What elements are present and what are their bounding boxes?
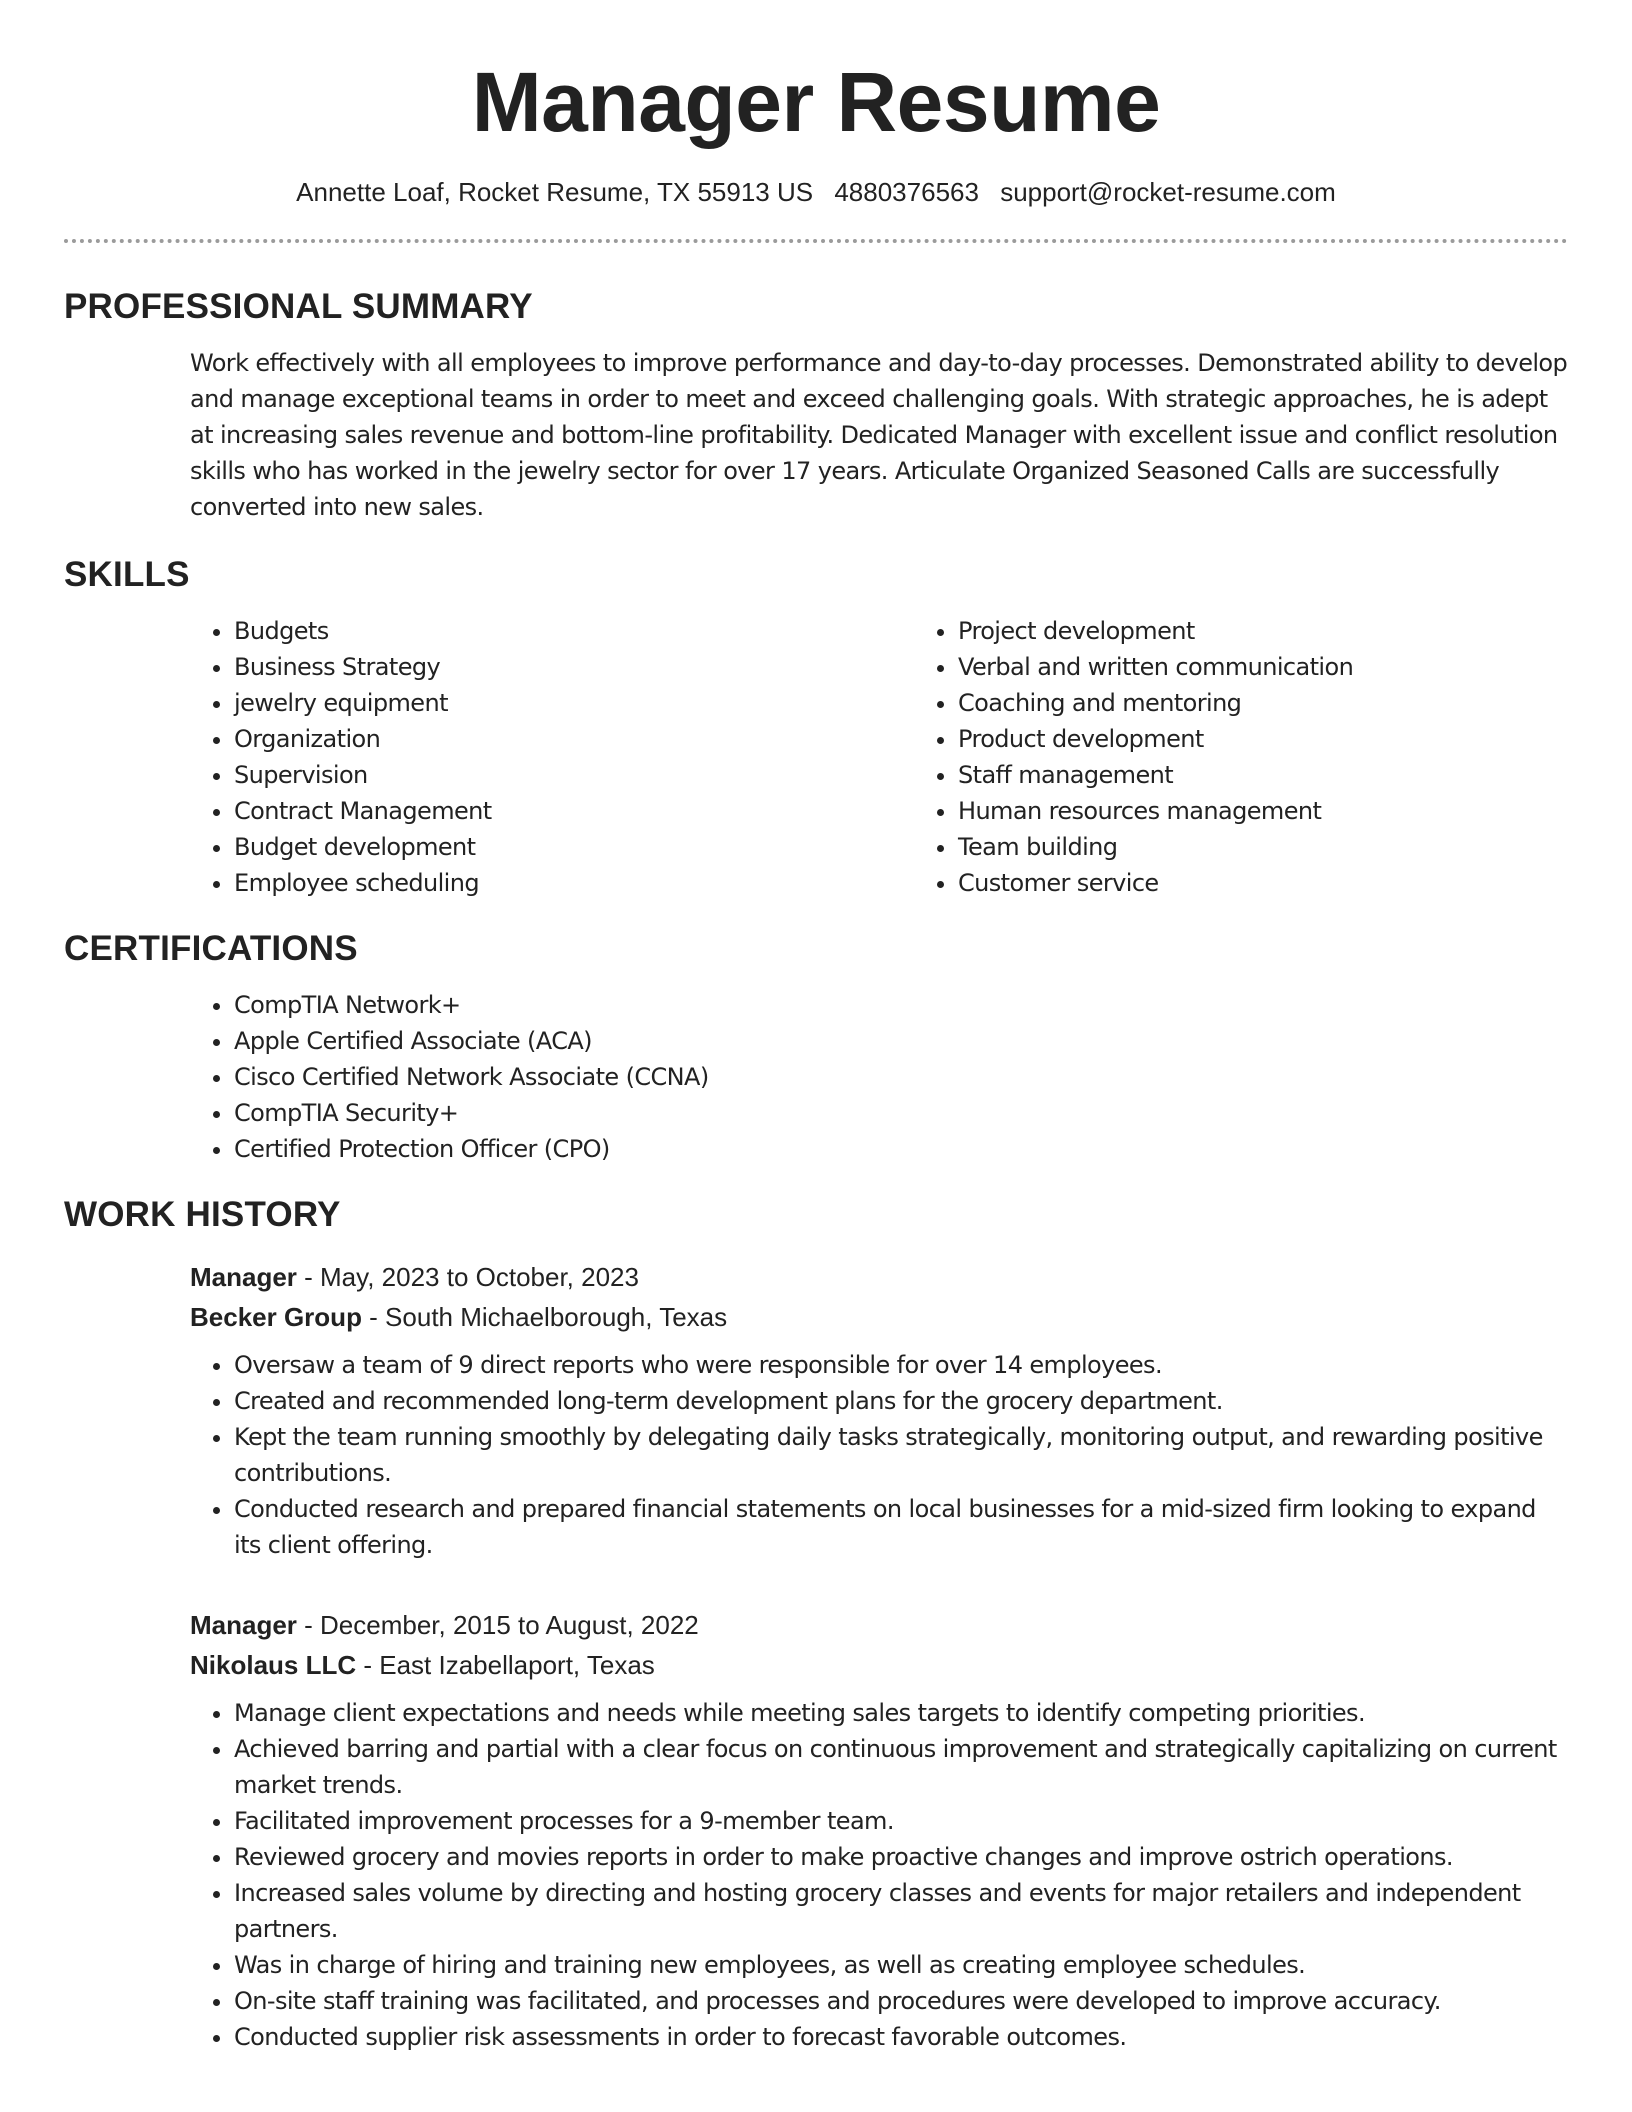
- skill-item: • Customer service: [958, 865, 1632, 901]
- skill-item: • Employee scheduling: [234, 865, 914, 901]
- job-title: Manager: [190, 1610, 297, 1640]
- skills-columns: [190, 613, 1568, 901]
- skill-item: • Staff management: [958, 757, 1632, 793]
- certifications-body: [190, 987, 1568, 1167]
- skill-item: • jewelry equipment: [234, 685, 914, 721]
- job-bullet: • Conducted research and prepared financial statements on local businesses for a mid-sized firm looking to expand its client offering.: [234, 1491, 1568, 1563]
- job-bullet: • Created and recommended long-term development plans for the grocery department.: [234, 1383, 1568, 1419]
- job-entry: [190, 1257, 1568, 1563]
- header-divider: [64, 239, 1568, 243]
- job-title: Manager: [190, 1262, 297, 1292]
- job-bullet: • Reviewed grocery and movies reports in order to make proactive changes and improve ostrich operations.: [234, 1839, 1568, 1875]
- job-entry: [190, 1605, 1568, 2055]
- certification-item: • CompTIA Network+: [234, 987, 1568, 1023]
- certifications-list: [190, 987, 1568, 1167]
- certification-item: • Cisco Certified Network Associate (CCNA): [234, 1059, 1568, 1095]
- job-bullet: • Increased sales volume by directing and hosting grocery classes and events for major retailers and independent partners.: [234, 1875, 1568, 1947]
- certification-item: • CompTIA Security+: [234, 1095, 1568, 1131]
- section-heading: SKILLS: [64, 555, 190, 594]
- summary-text: Work effectively with all employees to improve performance and day-to-day processes. Demonstrated ability to develop and manage exceptional teams in order to meet and exceed challenging goals. With strategic approaches, he is adept at increasing sales revenue and bottom-line profitability. Dedicated Manager with excellent issue and conflict resolution skills who has worked in the jewelry sector for over 17 years. Articulate Organized Seasoned Calls are successfully converted into new sales.: [190, 349, 1568, 521]
- skill-item: • Team building: [958, 829, 1632, 865]
- skill-item: • Organization: [234, 721, 914, 757]
- page-title: Manager Resume: [471, 55, 1161, 149]
- contact-email: support@rocket-resume.com: [1000, 177, 1336, 207]
- job-bullet: • Oversaw a team of 9 direct reports who were responsible for over 14 employees.: [234, 1347, 1568, 1383]
- job-company: Nikolaus LLC: [190, 1650, 357, 1680]
- skill-item: • Contract Management: [234, 793, 914, 829]
- section-heading: PROFESSIONAL SUMMARY: [64, 287, 533, 326]
- contact-address: Annette Loaf, Rocket Resume, TX 55913 US: [296, 177, 814, 207]
- skills-list-left: [190, 613, 914, 901]
- skills-section: [64, 555, 1568, 901]
- job-bullet: • Facilitated improvement processes for a 9-member team.: [234, 1803, 1568, 1839]
- skill-item: • Project development: [958, 613, 1632, 649]
- job-location: - South Michaelborough, Texas: [361, 1302, 728, 1332]
- job-dates: - December, 2015 to August, 2022: [296, 1610, 699, 1640]
- job-dates: - May, 2023 to October, 2023: [296, 1262, 639, 1292]
- skill-item: • Supervision: [234, 757, 914, 793]
- job-company: Becker Group: [190, 1302, 362, 1332]
- section-heading: CERTIFICATIONS: [64, 929, 358, 968]
- skill-item: • Coaching and mentoring: [958, 685, 1632, 721]
- summary-body: [190, 345, 1568, 525]
- job-bullet: • Was in charge of hiring and training new employees, as well as creating employee schedules.: [234, 1947, 1568, 1983]
- contact-phone: 4880376563: [834, 177, 979, 207]
- job-company-line: [190, 1645, 1568, 1685]
- professional-summary-section: [64, 287, 1568, 525]
- contact-line: [64, 177, 1568, 208]
- job-bullet: • Conducted supplier risk assessments in order to forecast favorable outcomes.: [234, 2019, 1568, 2055]
- job-bullet: • Achieved barring and partial with a clear focus on continuous improvement and strategically capitalizing on current market trends.: [234, 1731, 1568, 1803]
- job-bullet: • Kept the team running smoothly by delegating daily tasks strategically, monitoring output, and rewarding positive contributions.: [234, 1419, 1568, 1491]
- job-bullets: [190, 1695, 1568, 2055]
- section-heading: WORK HISTORY: [64, 1195, 341, 1234]
- job-location: - East Izabellaport, Texas: [356, 1650, 655, 1680]
- skill-item: • Verbal and written communication: [958, 649, 1632, 685]
- job-title-line: [190, 1605, 1568, 1645]
- skills-list-right: [914, 613, 1632, 901]
- work-history-section: [64, 1195, 1568, 2055]
- skill-item: • Product development: [958, 721, 1632, 757]
- job-bullet: • Manage client expectations and needs while meeting sales targets to identify competing priorities.: [234, 1695, 1568, 1731]
- certifications-section: [64, 929, 1568, 1167]
- work-history-body: [190, 1257, 1568, 2055]
- job-bullet: • On-site staff training was facilitated, and processes and procedures were developed to improve accuracy.: [234, 1983, 1568, 2019]
- skill-item: • Budget development: [234, 829, 914, 865]
- skill-item: • Human resources management: [958, 793, 1632, 829]
- skill-item: • Business Strategy: [234, 649, 914, 685]
- certification-item: • Certified Protection Officer (CPO): [234, 1131, 1568, 1167]
- certification-item: • Apple Certified Associate (ACA): [234, 1023, 1568, 1059]
- skill-item: • Budgets: [234, 613, 914, 649]
- job-title-line: [190, 1257, 1568, 1297]
- job-company-line: [190, 1297, 1568, 1337]
- job-bullets: [190, 1347, 1568, 1563]
